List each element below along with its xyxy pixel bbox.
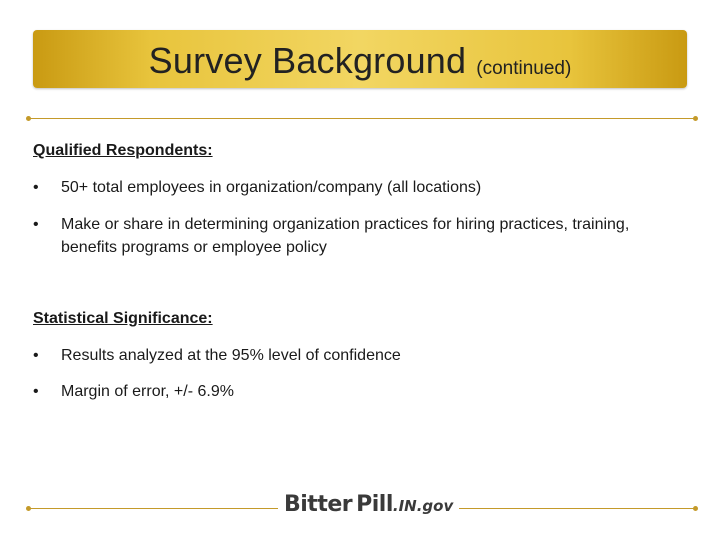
top-divider	[28, 118, 696, 119]
bitterpill-logo	[278, 492, 459, 524]
list-item	[33, 344, 683, 367]
bullet-text: 50+ total employees in organization/company (all locations)	[61, 179, 482, 196]
bullet-text: Results analyzed at the 95% level of confidence	[61, 347, 401, 364]
section-heading-statistical-significance: Statistical Significance:	[33, 310, 213, 327]
bullet-text: Margin of error, +/- 6.9%	[61, 383, 234, 400]
bullet-text: Make or share in determining organization practices for hiring practices, training, benefits programs or employee policy	[61, 216, 630, 256]
bullet-icon: •	[33, 216, 39, 233]
slide-title: Survey Background	[148, 40, 467, 81]
bullet-icon: •	[33, 347, 39, 364]
logo-word-pill: Pill	[356, 492, 393, 517]
bullet-icon: •	[33, 179, 39, 196]
list-item	[33, 176, 683, 199]
logo-word-bitter: Bitter	[284, 492, 353, 517]
divider-dot-icon	[693, 506, 698, 511]
divider-dot-icon	[26, 116, 31, 121]
slide-subtitle: (continued)	[476, 58, 572, 79]
list-item	[33, 213, 683, 259]
bullet-icon: •	[33, 383, 39, 400]
list-item	[33, 380, 683, 403]
divider-dot-icon	[26, 506, 31, 511]
logo-domain: .IN.gov	[392, 497, 454, 515]
divider-dot-icon	[693, 116, 698, 121]
title-banner	[33, 30, 687, 88]
section-heading-qualified-respondents: Qualified Respondents:	[33, 142, 213, 159]
